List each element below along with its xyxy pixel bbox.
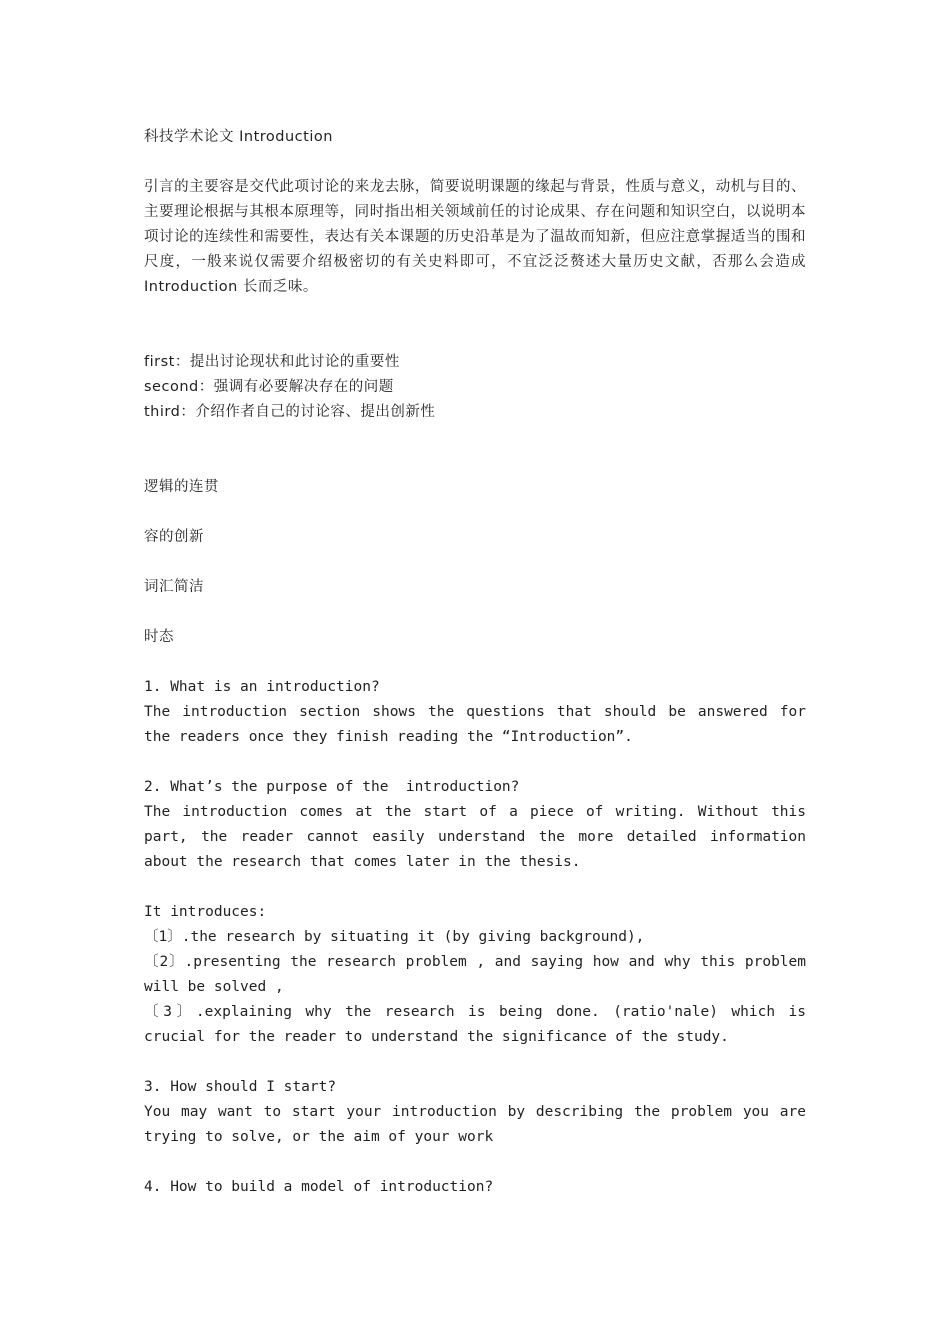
point-logic-coherence: 逻辑的连贯 (144, 479, 219, 495)
question-4: 4. How to build a model of introduction? (144, 1179, 494, 1195)
question-2: 2. What’s the purpose of the introduction? (144, 779, 520, 795)
question-3: 3. How should I start? (144, 1079, 337, 1095)
answer-2: The introduction comes at the start of a piece of writing. Without this part, the reader cannot easily understand the more detailed information about the research that comes later in the thesis. (144, 804, 815, 870)
step-second: second：强调有必要解决存在的问题 (144, 379, 394, 395)
answer-3: You may want to start your introduction by describing the problem you are trying to solve, or the aim of your work (144, 1104, 815, 1145)
answer-1: The introduction section shows the questions that should be answered for the readers once they finish reading the “Introduction”. (144, 704, 815, 745)
introduces-item-3: 〔3〕.explaining why the research is being done. (ratio'nale) which is crucial for the reader to understand the significance of the study. (144, 1004, 815, 1045)
step-first: first：提出讨论现状和此讨论的重要性 (144, 354, 400, 370)
introduces-item-1: 〔1〕.the research by situating it (by giving background), (144, 929, 645, 945)
step-third: third：介绍作者自己的讨论容、提出创新性 (144, 404, 436, 420)
point-concise-vocabulary: 词汇简洁 (144, 579, 204, 595)
point-content-innovation: 容的创新 (144, 529, 204, 545)
it-introduces-label: It introduces: (144, 904, 267, 920)
question-1: 1. What is an introduction? (144, 679, 380, 695)
document-title: 科技学术论文 Introduction (144, 129, 333, 145)
document-page (144, 125, 815, 1200)
intro-paragraph: 引言的主要容是交代此项讨论的来龙去脉，简要说明课题的缘起与背景，性质与意义，动机与目的、主要理论根据与其根本原理等，同时指出相关领域前任的讨论成果、存在问题和知识空白，以说明本项讨论的连续性和需要性，表达有关本课题的历史沿革是为了温故而知新，但应注意掌握适当的围和尺度，一般来说仅需要介绍极密切的有关史料即可，不宜泛泛赘述大量历史文献，否那么会造成 Introduction 长而乏味。 (144, 179, 812, 295)
introduces-item-2: 〔2〕.presenting the research problem , and saying how and why this problem will be solved , (144, 954, 815, 995)
point-tense: 时态 (144, 629, 174, 645)
